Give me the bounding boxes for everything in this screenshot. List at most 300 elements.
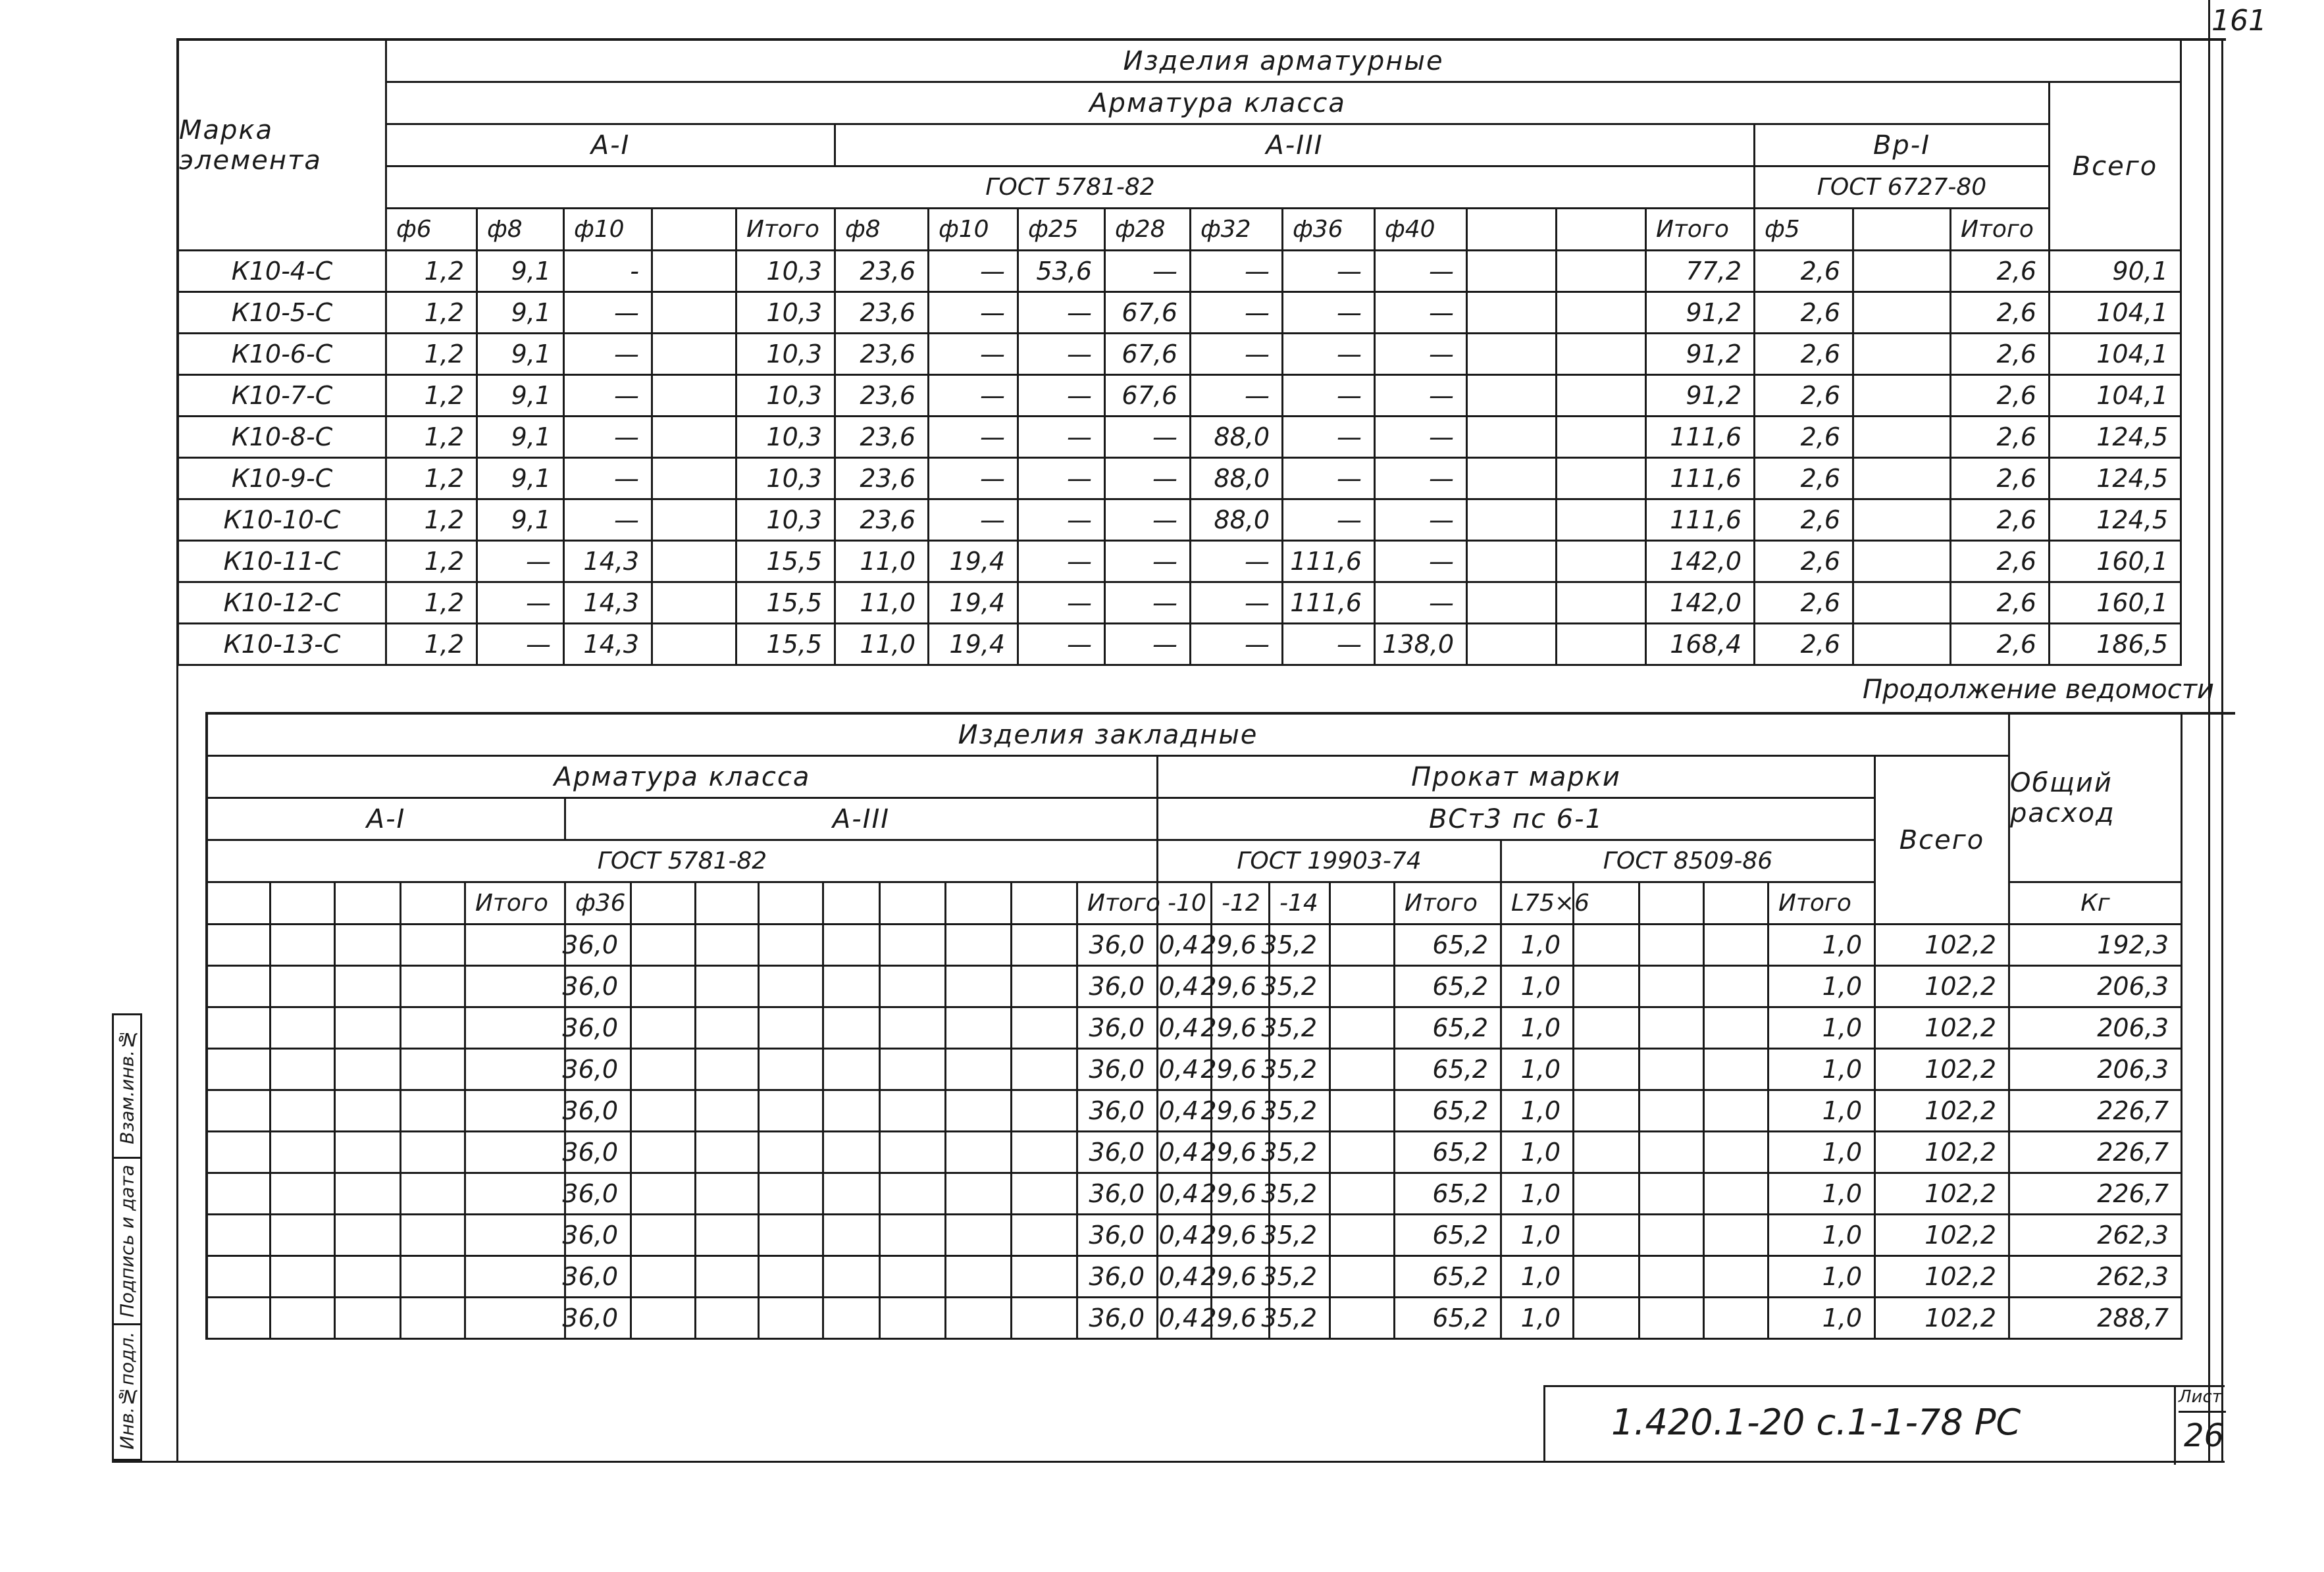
table-cell — [1331, 925, 1395, 967]
table-cell — [1012, 1132, 1078, 1174]
col-header: ф10 — [929, 209, 1019, 251]
table-cell — [1640, 1050, 1705, 1091]
table-cell: 206,3 — [2010, 1008, 2182, 1050]
col-header: Итого — [1078, 883, 1158, 925]
table-cell: 102,2 — [1876, 1257, 2010, 1298]
side-stamp-inv: Инв.№подл. — [116, 1331, 138, 1450]
row-mark: К10-9-С — [179, 459, 387, 500]
table-cell: — — [478, 624, 565, 666]
table-cell: 36,0 — [1078, 1132, 1158, 1174]
bottom-group-a1: A-I — [208, 799, 566, 841]
table-cell — [336, 1132, 401, 1174]
table-cell: 65,2 — [1395, 1132, 1502, 1174]
table-cell: 35,2 — [1270, 1298, 1331, 1340]
table-cell: 1,0 — [1769, 1091, 1876, 1132]
table-cell — [466, 1298, 566, 1340]
table-cell — [824, 1008, 881, 1050]
table-cell: — — [1019, 334, 1106, 376]
table-cell — [401, 1008, 466, 1050]
table-cell — [336, 925, 401, 967]
table-cell — [1331, 1050, 1395, 1091]
table-cell: — — [1106, 251, 1191, 293]
table-cell: 0,4 — [1158, 1174, 1212, 1215]
table-cell: 1,2 — [387, 500, 478, 542]
table-cell — [1705, 1132, 1769, 1174]
table-cell: 192,3 — [2010, 925, 2182, 967]
table-cell: — — [565, 376, 653, 417]
table-cell: — — [478, 542, 565, 583]
table-cell — [1574, 1008, 1640, 1050]
table-cell — [1557, 459, 1647, 500]
table-cell — [271, 925, 336, 967]
table-cell — [1557, 334, 1647, 376]
table-cell: 102,2 — [1876, 1091, 2010, 1132]
table-cell: 35,2 — [1270, 1091, 1331, 1132]
table-cell: 19,4 — [929, 542, 1019, 583]
col-header: -10 — [1158, 883, 1212, 925]
table-cell — [1854, 251, 1951, 293]
table-cell: 23,6 — [836, 376, 929, 417]
table-cell — [824, 1091, 881, 1132]
table-cell: 36,0 — [566, 1008, 632, 1050]
table-cell — [653, 542, 737, 583]
table-cell: 1,0 — [1502, 1215, 1574, 1257]
table-cell: 36,0 — [566, 967, 632, 1008]
table-cell: 102,2 — [1876, 1132, 2010, 1174]
table-cell — [401, 967, 466, 1008]
standard-bp: ГОСТ 6727-80 — [1755, 167, 2050, 209]
table-cell — [824, 1132, 881, 1174]
table-cell: — — [1019, 376, 1106, 417]
table-cell — [653, 334, 737, 376]
table-cell: 0,4 — [1158, 1050, 1212, 1091]
table-cell: 29,6 — [1212, 1008, 1270, 1050]
table-cell: 102,2 — [1876, 1008, 2010, 1050]
table-cell: 14,3 — [565, 542, 653, 583]
table-cell: — — [1191, 583, 1283, 624]
table-cell: 23,6 — [836, 251, 929, 293]
table-cell: 0,4 — [1158, 967, 1212, 1008]
table-cell — [1854, 624, 1951, 666]
table-cell — [632, 1091, 696, 1132]
table-cell — [1468, 376, 1557, 417]
table-cell — [1468, 251, 1557, 293]
table-cell: 36,0 — [566, 1050, 632, 1091]
table-cell: 2,6 — [1755, 376, 1854, 417]
table-cell: — — [1283, 251, 1376, 293]
table-cell: 91,2 — [1647, 334, 1755, 376]
side-stamp-sign: Подпись и дата — [114, 1157, 140, 1325]
table-cell — [653, 293, 737, 334]
table-cell — [1705, 1091, 1769, 1132]
table-cell: 36,0 — [1078, 1298, 1158, 1340]
table-cell: 142,0 — [1647, 542, 1755, 583]
col-header: Итого — [1769, 883, 1876, 925]
table-cell: 0,4 — [1158, 1091, 1212, 1132]
table-cell: 160,1 — [2050, 542, 2182, 583]
table-cell — [1468, 459, 1557, 500]
table-cell — [881, 1132, 946, 1174]
table-cell: 10,3 — [737, 334, 836, 376]
table-cell: 67,6 — [1106, 334, 1191, 376]
table-cell: 0,4 — [1158, 1008, 1212, 1050]
table-cell — [696, 1008, 760, 1050]
bottom-class-header: Арматура класса — [208, 757, 1158, 799]
table-cell: 2,6 — [1951, 500, 2050, 542]
table-cell: 36,0 — [566, 1215, 632, 1257]
col-header: ф6 — [387, 209, 478, 251]
table-cell: 35,2 — [1270, 925, 1331, 967]
table-cell — [1012, 1174, 1078, 1215]
table-cell: 102,2 — [1876, 967, 2010, 1008]
table-cell: 1,2 — [387, 624, 478, 666]
table-cell — [208, 1257, 271, 1298]
table-cell: — — [565, 417, 653, 459]
table-cell — [1705, 1008, 1769, 1050]
table-cell: 65,2 — [1395, 1215, 1502, 1257]
table-cell — [1331, 1215, 1395, 1257]
table-cell: 23,6 — [836, 293, 929, 334]
bottom-standard-a: ГОСТ 5781-82 — [208, 841, 1158, 883]
col-header — [271, 883, 336, 925]
table-cell: — — [1019, 500, 1106, 542]
table-cell: 111,6 — [1283, 542, 1376, 583]
group-a1: A-I — [387, 125, 836, 167]
table-cell — [632, 1215, 696, 1257]
table-cell: 36,0 — [1078, 1257, 1158, 1298]
table-cell: — — [1376, 293, 1468, 334]
table-cell — [1012, 1008, 1078, 1050]
table-cell: — — [1283, 334, 1376, 376]
table-cell: 90,1 — [2050, 251, 2182, 293]
table-cell — [466, 1174, 566, 1215]
col-header: ф25 — [1019, 209, 1106, 251]
table-cell: 65,2 — [1395, 1257, 1502, 1298]
table-cell — [401, 1050, 466, 1091]
standard-g1: ГОСТ 19903-74 — [1158, 841, 1502, 883]
table-cell — [632, 1257, 696, 1298]
table-cell — [208, 1132, 271, 1174]
table-cell — [271, 967, 336, 1008]
table-cell — [760, 1215, 824, 1257]
table-cell: 35,2 — [1270, 967, 1331, 1008]
table-cell — [1640, 1174, 1705, 1215]
table-cell: 111,6 — [1283, 583, 1376, 624]
table-cell: 168,4 — [1647, 624, 1755, 666]
table-cell — [653, 417, 737, 459]
table-cell: — — [1191, 334, 1283, 376]
bottom-total-header: Всего — [1876, 757, 2010, 925]
table-cell: 35,2 — [1270, 1257, 1331, 1298]
table-cell — [208, 1174, 271, 1215]
table-cell — [1574, 1174, 1640, 1215]
table-cell — [653, 583, 737, 624]
table-cell: 65,2 — [1395, 967, 1502, 1008]
table-cell — [1640, 1008, 1705, 1050]
col-header: ф8 — [478, 209, 565, 251]
row-mark: К10-5-С — [179, 293, 387, 334]
table-cell: 124,5 — [2050, 417, 2182, 459]
table-cell: 1,0 — [1769, 1215, 1876, 1257]
col-header — [208, 883, 271, 925]
table-cell — [271, 1050, 336, 1091]
col-header: Итого — [1395, 883, 1502, 925]
table-cell: — — [929, 293, 1019, 334]
table-cell — [208, 1008, 271, 1050]
table-cell — [696, 1257, 760, 1298]
table-cell — [760, 1174, 824, 1215]
table-cell: 35,2 — [1270, 1008, 1331, 1050]
reinforcement-items-table — [176, 38, 2226, 666]
table-cell: 36,0 — [1078, 1008, 1158, 1050]
table-cell — [1640, 1091, 1705, 1132]
table-cell — [208, 1050, 271, 1091]
left-frame — [176, 38, 178, 1463]
table-cell: 1,0 — [1502, 1174, 1574, 1215]
table-cell: — — [929, 376, 1019, 417]
table-cell: 14,3 — [565, 624, 653, 666]
table-cell — [1012, 1257, 1078, 1298]
table-cell: — — [1283, 500, 1376, 542]
table-cell: 9,1 — [478, 251, 565, 293]
table-cell: 77,2 — [1647, 251, 1755, 293]
table-cell — [401, 1174, 466, 1215]
table-cell — [271, 1174, 336, 1215]
table-cell: — — [565, 293, 653, 334]
table-cell — [824, 967, 881, 1008]
table-cell — [760, 1257, 824, 1298]
table-cell — [1557, 624, 1647, 666]
table-cell: 2,6 — [1755, 500, 1854, 542]
col-header — [632, 883, 696, 925]
table-cell: 262,3 — [2010, 1257, 2182, 1298]
table-cell — [696, 1298, 760, 1340]
table-cell — [1574, 1257, 1640, 1298]
table-cell — [208, 925, 271, 967]
continuation-note: Продолжение ведомости — [1863, 674, 2215, 705]
col-header — [696, 883, 760, 925]
table-cell: — — [1283, 624, 1376, 666]
table-cell: 36,0 — [566, 1091, 632, 1132]
table-cell: — — [929, 251, 1019, 293]
col-header: L75×6 — [1502, 883, 1574, 925]
table-cell: 9,1 — [478, 417, 565, 459]
col-header — [1331, 883, 1395, 925]
table-cell: — — [1191, 624, 1283, 666]
col-header — [1640, 883, 1705, 925]
table-cell: 36,0 — [566, 1174, 632, 1215]
table-cell: — — [1191, 293, 1283, 334]
table-cell: 102,2 — [1876, 1298, 2010, 1340]
table-cell: 104,1 — [2050, 293, 2182, 334]
table-cell — [881, 1091, 946, 1132]
table-cell — [466, 1008, 566, 1050]
table-cell — [760, 1132, 824, 1174]
table-cell — [881, 1257, 946, 1298]
table-cell: — — [1283, 293, 1376, 334]
table-cell: 65,2 — [1395, 1298, 1502, 1340]
table-cell — [653, 459, 737, 500]
table-cell — [466, 1091, 566, 1132]
table-cell: 36,0 — [1078, 967, 1158, 1008]
standard-a: ГОСТ 5781-82 — [387, 167, 1755, 209]
table-cell: 2,6 — [1951, 417, 2050, 459]
col-header — [881, 883, 946, 925]
table-cell: — — [1376, 417, 1468, 459]
table-cell — [632, 1174, 696, 1215]
table-cell — [653, 624, 737, 666]
table-cell: 0,4 — [1158, 1132, 1212, 1174]
table-cell: 35,2 — [1270, 1215, 1331, 1257]
table-cell: — — [929, 500, 1019, 542]
table-cell: 2,6 — [1755, 293, 1854, 334]
table-cell: 1,0 — [1769, 1008, 1876, 1050]
table-cell: 111,6 — [1647, 417, 1755, 459]
table-cell — [466, 967, 566, 1008]
table-cell — [1557, 251, 1647, 293]
table-cell — [466, 1257, 566, 1298]
col-header: -14 — [1270, 883, 1331, 925]
table-cell — [1705, 967, 1769, 1008]
table-cell: 36,0 — [566, 925, 632, 967]
table-cell — [946, 1008, 1012, 1050]
row-mark: К10-4-С — [179, 251, 387, 293]
table-cell: 29,6 — [1212, 1050, 1270, 1091]
table-cell — [1854, 293, 1951, 334]
table-cell: 36,0 — [1078, 1215, 1158, 1257]
table-cell: 35,2 — [1270, 1174, 1331, 1215]
table-cell — [1468, 583, 1557, 624]
table-cell: 29,6 — [1212, 925, 1270, 967]
table-cell: 9,1 — [478, 376, 565, 417]
table-cell — [946, 1132, 1012, 1174]
table-cell: 124,5 — [2050, 459, 2182, 500]
table-cell — [632, 1132, 696, 1174]
table-cell — [401, 1298, 466, 1340]
doc-code: 1.420.1-20 с.1-1-78 РС — [1611, 1402, 2021, 1443]
table-cell: 10,3 — [737, 293, 836, 334]
sheet-label: Лист — [2179, 1387, 2226, 1413]
table-cell — [1705, 1257, 1769, 1298]
col-header: Итого — [466, 883, 566, 925]
table-cell: — — [1106, 500, 1191, 542]
col-header: Итого — [737, 209, 836, 251]
table-cell: 1,0 — [1769, 925, 1876, 967]
table-cell: 15,5 — [737, 624, 836, 666]
table-cell — [760, 1298, 824, 1340]
table-cell: — — [1106, 542, 1191, 583]
table-cell: 14,3 — [565, 583, 653, 624]
table-cell: 1,0 — [1502, 1257, 1574, 1298]
table-cell — [824, 925, 881, 967]
mark-header: Марка элемента — [179, 41, 387, 251]
table-cell — [1012, 967, 1078, 1008]
table-cell: 142,0 — [1647, 583, 1755, 624]
table-cell: 29,6 — [1212, 1091, 1270, 1132]
table-cell: — — [1106, 417, 1191, 459]
table-cell: 1,0 — [1502, 925, 1574, 967]
table-cell: 36,0 — [1078, 1174, 1158, 1215]
table-cell — [1012, 1050, 1078, 1091]
table-cell: — — [565, 334, 653, 376]
prokat-grade: ВСт3 пс 6-1 — [1158, 799, 1876, 841]
table-cell: 1,0 — [1769, 1257, 1876, 1298]
table-cell: — — [1106, 459, 1191, 500]
table-cell — [466, 925, 566, 967]
table-cell: 36,0 — [1078, 925, 1158, 967]
table-cell — [1640, 1215, 1705, 1257]
sheet-cell — [2174, 1387, 2227, 1465]
table-cell — [632, 1298, 696, 1340]
table-cell — [1012, 1091, 1078, 1132]
table-cell: 1,2 — [387, 334, 478, 376]
table-cell — [653, 251, 737, 293]
table-cell: 206,3 — [2010, 1050, 2182, 1091]
col-header: ф36 — [566, 883, 632, 925]
table-cell — [208, 967, 271, 1008]
table-cell: 1,0 — [1502, 967, 1574, 1008]
col-header — [653, 209, 737, 251]
table-cell: 2,6 — [1951, 293, 2050, 334]
table-cell — [881, 1298, 946, 1340]
table-cell: — — [565, 459, 653, 500]
table-cell — [336, 1215, 401, 1257]
table-cell: — — [1191, 251, 1283, 293]
table-cell: — — [1283, 417, 1376, 459]
table-cell — [1468, 417, 1557, 459]
table-cell: — — [929, 417, 1019, 459]
table-cell: 1,0 — [1502, 1050, 1574, 1091]
table-cell — [1468, 542, 1557, 583]
table-cell — [881, 1215, 946, 1257]
table-cell — [824, 1215, 881, 1257]
table-cell: 160,1 — [2050, 583, 2182, 624]
table-cell — [271, 1215, 336, 1257]
table-cell: 15,5 — [737, 542, 836, 583]
table-cell — [1574, 967, 1640, 1008]
table-cell — [1640, 1298, 1705, 1340]
table-cell: 9,1 — [478, 500, 565, 542]
page-number: 161 — [2211, 4, 2267, 38]
table-cell: 29,6 — [1212, 1257, 1270, 1298]
table-cell: 2,6 — [1755, 417, 1854, 459]
table-cell: — — [1019, 624, 1106, 666]
overall-header: Общий расход — [2010, 715, 2182, 883]
table-cell: 2,6 — [1951, 542, 2050, 583]
col-header: ф40 — [1376, 209, 1468, 251]
table-cell — [881, 1008, 946, 1050]
table-cell: 1,2 — [387, 583, 478, 624]
table-cell: 1,0 — [1769, 1298, 1876, 1340]
table-cell: 2,6 — [1951, 334, 2050, 376]
row-mark: К10-6-С — [179, 334, 387, 376]
table-cell: 2,6 — [1951, 583, 2050, 624]
col-header — [946, 883, 1012, 925]
row-mark: К10-11-С — [179, 542, 387, 583]
table-cell: — — [1019, 542, 1106, 583]
table-cell: — — [1106, 624, 1191, 666]
table-cell: 23,6 — [836, 417, 929, 459]
table-cell: 226,7 — [2010, 1174, 2182, 1215]
table-cell — [946, 1174, 1012, 1215]
table-cell — [1854, 376, 1951, 417]
table-cell: 1,0 — [1769, 1174, 1876, 1215]
table-cell: 9,1 — [478, 459, 565, 500]
table-cell — [401, 1132, 466, 1174]
table-cell — [946, 1215, 1012, 1257]
table-cell — [336, 1257, 401, 1298]
table-cell — [946, 967, 1012, 1008]
